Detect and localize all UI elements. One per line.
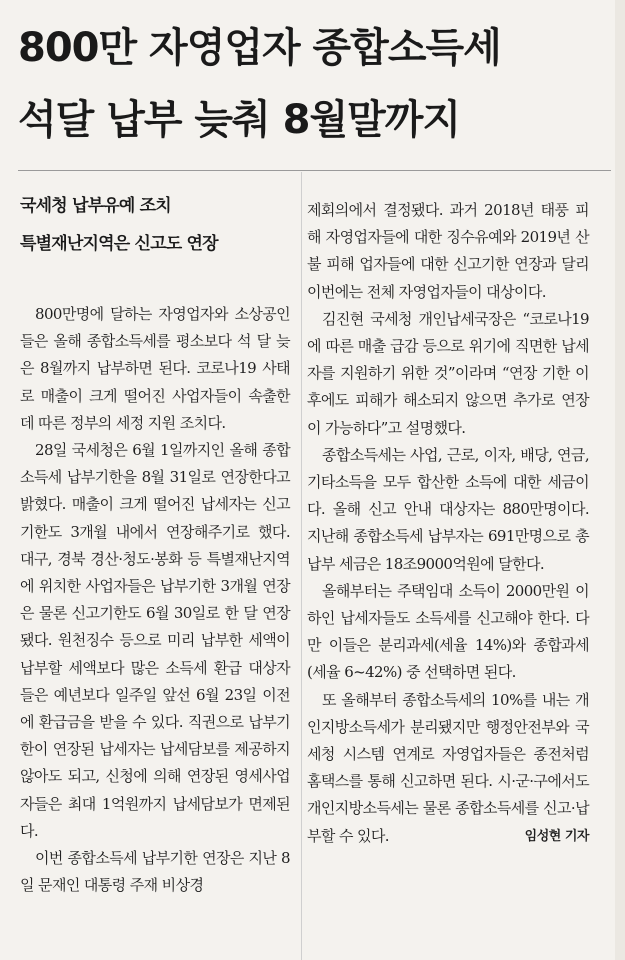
left-column <box>20 195 290 899</box>
subhead-2: 특별재난지역은 신고도 연장 <box>20 234 218 254</box>
body-paragraph: 올해부터는 주택임대 소득이 2000만원 이하인 납세자들도 소득세를 신고해야 한다. 다만 이들은 분리과세(세율 14%)와 종합과세(세율 6~42%) 중 선택하면 된다. <box>307 581 589 682</box>
body-paragraph: 종합소득세는 사업, 근로, 이자, 배당, 연금, 기타소득을 모두 합산한 소득에 대한 세금이다. 올해 신고 안내 대상자는 880만명이다. 지난해 종합소득세 납부자는 691만명으로 총 납부 세금은 18조9000억원에 달한다. <box>307 445 589 573</box>
body-paragraph-last <box>307 687 589 850</box>
body-paragraph-continued: 제회의에서 결정됐다. 과거 2018년 태풍 피해 자영업자들에 대한 징수유예와 2019년 산불 피해 업자들에 대한 신고기한 연장과 달리 이번에는 전체 자영업자들이 대상이다. <box>307 201 589 301</box>
last-paragraph-text: 또 올해부터 종합소득세의 10%를 내는 개인지방소득세가 분리됐지만 행정안전부와 국세청 시스템 연계로 자영업자들은 종전처럼 홈택스를 통해 신고하면 된다. 시·군·구에서도 개인지방소득세는 물론 종합소득세를 신고·납부할 수 있다. <box>307 690 589 845</box>
right-column <box>307 197 589 850</box>
column-divider <box>301 172 302 960</box>
body-paragraph: 800만명에 달하는 자영업자와 소상공인들은 올해 종합소득세를 평소보다 석 달 늦은 8월까지 납부하면 된다. 코로나19 사태로 매출이 크게 떨어진 사업자들이 속출한 데 따른 정부의 세정 지원 조치다. <box>20 305 290 432</box>
body-paragraph: 이번 종합소득세 납부기한 연장은 지난 8일 문재인 대통령 주재 비상경 <box>20 849 290 895</box>
byline: 임성현 기자 <box>524 828 589 844</box>
page-edge <box>615 0 625 960</box>
headline-line-2: 석달 납부 늦춰 8월말까지 <box>18 97 461 143</box>
subheads <box>20 187 290 263</box>
body-paragraph: 28일 국세청은 6월 1일까지인 올해 종합소득세 납부기한을 8월 31일로 연장한다고 밝혔다. 매출이 크게 떨어진 납세자는 신고기한도 3개월 내에서 연장해주기로 했다. 대구, 경북 경산·청도·봉화 등 특별재난지역에 위치한 사업자들은 납부기한 3개월 연장은 물론 신고기한도 6월 30일로 한 달 연장됐다. 원천징수 등으로 미리 납부한 세액이 납부할 세액보다 많은 소득세 환급 대상자들은 예년보다 일주일 앞선 6월 23일 이전에 환급금을 받을 수 있다. 직권으로 납부기한이 연장된 납세자는 납세담보를 제공하지 않아도 되고, 신청에 의해 연장된 영세사업자들은 최대 1억원까지 납세담보가 면제된다. <box>20 441 290 840</box>
body-paragraph: 김진현 국세청 개인납세국장은 “코로나19에 따른 매출 급감 등으로 위기에 직면한 납세자를 지원하기 위한 것”이라며 “연장 기한 이후에도 피해가 해소되지 않으면 추가로 연장이 가능하다”고 설명했다. <box>307 309 589 437</box>
subhead-1: 국세청 납부유예 조치 <box>20 196 171 216</box>
headline <box>18 12 608 156</box>
headline-line-1: 800만 자영업자 종합소득세 <box>18 25 501 71</box>
headline-rule <box>18 170 611 171</box>
